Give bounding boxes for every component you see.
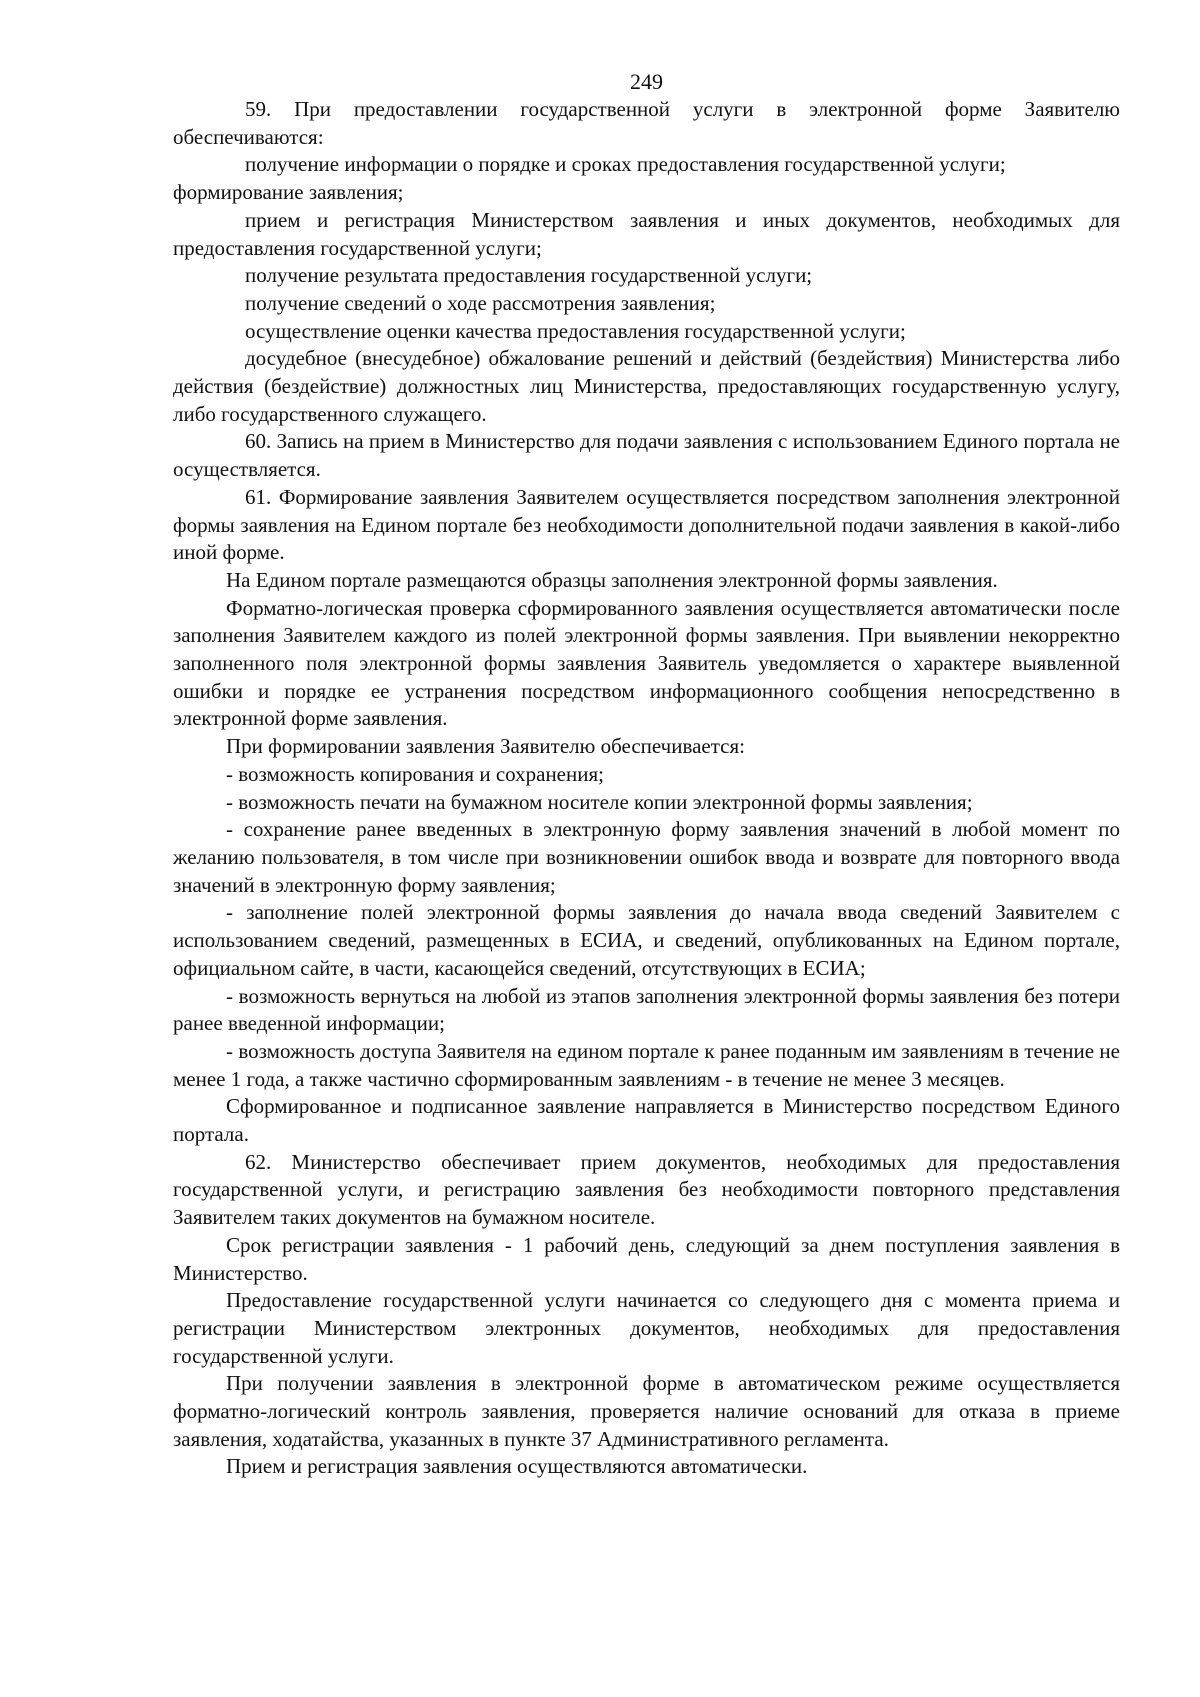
paragraph-samples: На Едином портале размещаются образцы заполнения электронной формы заявления. [226, 567, 998, 592]
paragraph-registration-term: Срок регистрации заявления - 1 рабочий день, следующий за днем поступления заявления в Министерство. [173, 1232, 1120, 1285]
page-number: 249 [630, 69, 663, 94]
list-item-print: - возможность печати на бумажном носителе копии электронной формы заявления; [226, 789, 973, 814]
list-item-form: формирование заявления; [173, 180, 404, 205]
list-item-keep-values: - сохранение ранее введенных в электронную форму заявления значений в любой момент по желанию пользователя, в том числе при возникновении ошибок ввода и возврате для повторного ввода значений в электронную форму заявления; [173, 817, 1120, 897]
paragraph-62: 62. Министерство обеспечивает прием документов, необходимых для предоставления государственной услуги, и регистрацию заявления без необходимости повторного представления Заявителем таких документов на бумажном носителе. [173, 1149, 1120, 1230]
list-item-status: получение сведений о ходе рассмотрения заявления; [245, 290, 716, 315]
document-page [173, 70, 1120, 1481]
paragraph-provisions-intro: При формировании заявления Заявителю обеспечивается: [226, 734, 746, 759]
paragraph-submission: Сформированное и подписанное заявление направляется в Министерство посредством Единого портала. [173, 1094, 1120, 1147]
list-item-return-step: - возможность вернуться на любой из этапов заполнения электронной формы заявления без потери ранее введенной информации; [173, 983, 1120, 1036]
paragraph-61: 61. Формирование заявления Заявителем осуществляется посредством заполнения электронной формы заявления на Едином портале без необходимости дополнительной подачи заявления в какой-либо иной форме. [173, 484, 1120, 565]
paragraph-auto-registration: Прием и регистрация заявления осуществляются автоматически. [226, 1454, 808, 1479]
paragraph-59: 59. При предоставлении государственной услуги в электронной форме Заявителю обеспечиваются: [173, 97, 1120, 149]
list-item-registration: прием и регистрация Министерством заявления и иных документов, необходимых для предоставления государственной услуги; [173, 207, 1120, 260]
paragraph-format-check: Форматно-логическая проверка сформированного заявления осуществляется автоматически после заполнения Заявителем каждого из полей электронной формы заявления. При выявлении некорректно заполненного поля электронной формы заявления Заявитель уведомляется о характере выявленной ошибки и порядке ее устранения посредством информационного сообщения непосредственно в электронной форме заявления. [173, 595, 1120, 731]
list-item-access-history: - возможность доступа Заявителя на едином портале к ранее поданным им заявлениям в течение не менее 1 года, а также частично сформированным заявлениям - в течение не менее 3 месяцев. [173, 1038, 1120, 1091]
list-item-copy-save: - возможность копирования и сохранения; [226, 761, 604, 786]
list-item-result: получение результата предоставления государственной услуги; [245, 263, 813, 288]
paragraph-60: 60. Запись на прием в Министерство для подачи заявления с использованием Единого портала не осуществляется. [173, 429, 1120, 482]
paragraph-auto-control: При получении заявления в электронной форме в автоматическом режиме осуществляется форматно-логический контроль заявления, проверяется наличие оснований для отказа в приеме заявления, ходатайства, указанных в пункте 37 Административного регламента. [173, 1371, 1120, 1451]
list-item-quality: осуществление оценки качества предоставления государственной услуги; [245, 318, 906, 343]
list-item-appeal: досудебное (внесудебное) обжалование решений и действий (бездействия) Министерства либо действия (бездействие) должностных лиц Министерства, предоставляющих государственную услугу, либо государственного служащего. [173, 346, 1120, 426]
list-item-prefill: - заполнение полей электронной формы заявления до начала ввода сведений Заявителем с использованием сведений, размещенных в ЕСИА, и сведений, опубликованных на Едином портале, официальном сайте, в части, касающейся сведений, отсутствующих в ЕСИА; [173, 900, 1120, 980]
paragraph-service-start: Предоставление государственной услуги начинается со следующего дня с момента приема и регистрации Министерством электронных документов, необходимых для предоставления государственной услуги. [173, 1288, 1120, 1368]
list-item-info: получение информации о порядке и сроках предоставления государственной услуги; [245, 152, 1006, 177]
